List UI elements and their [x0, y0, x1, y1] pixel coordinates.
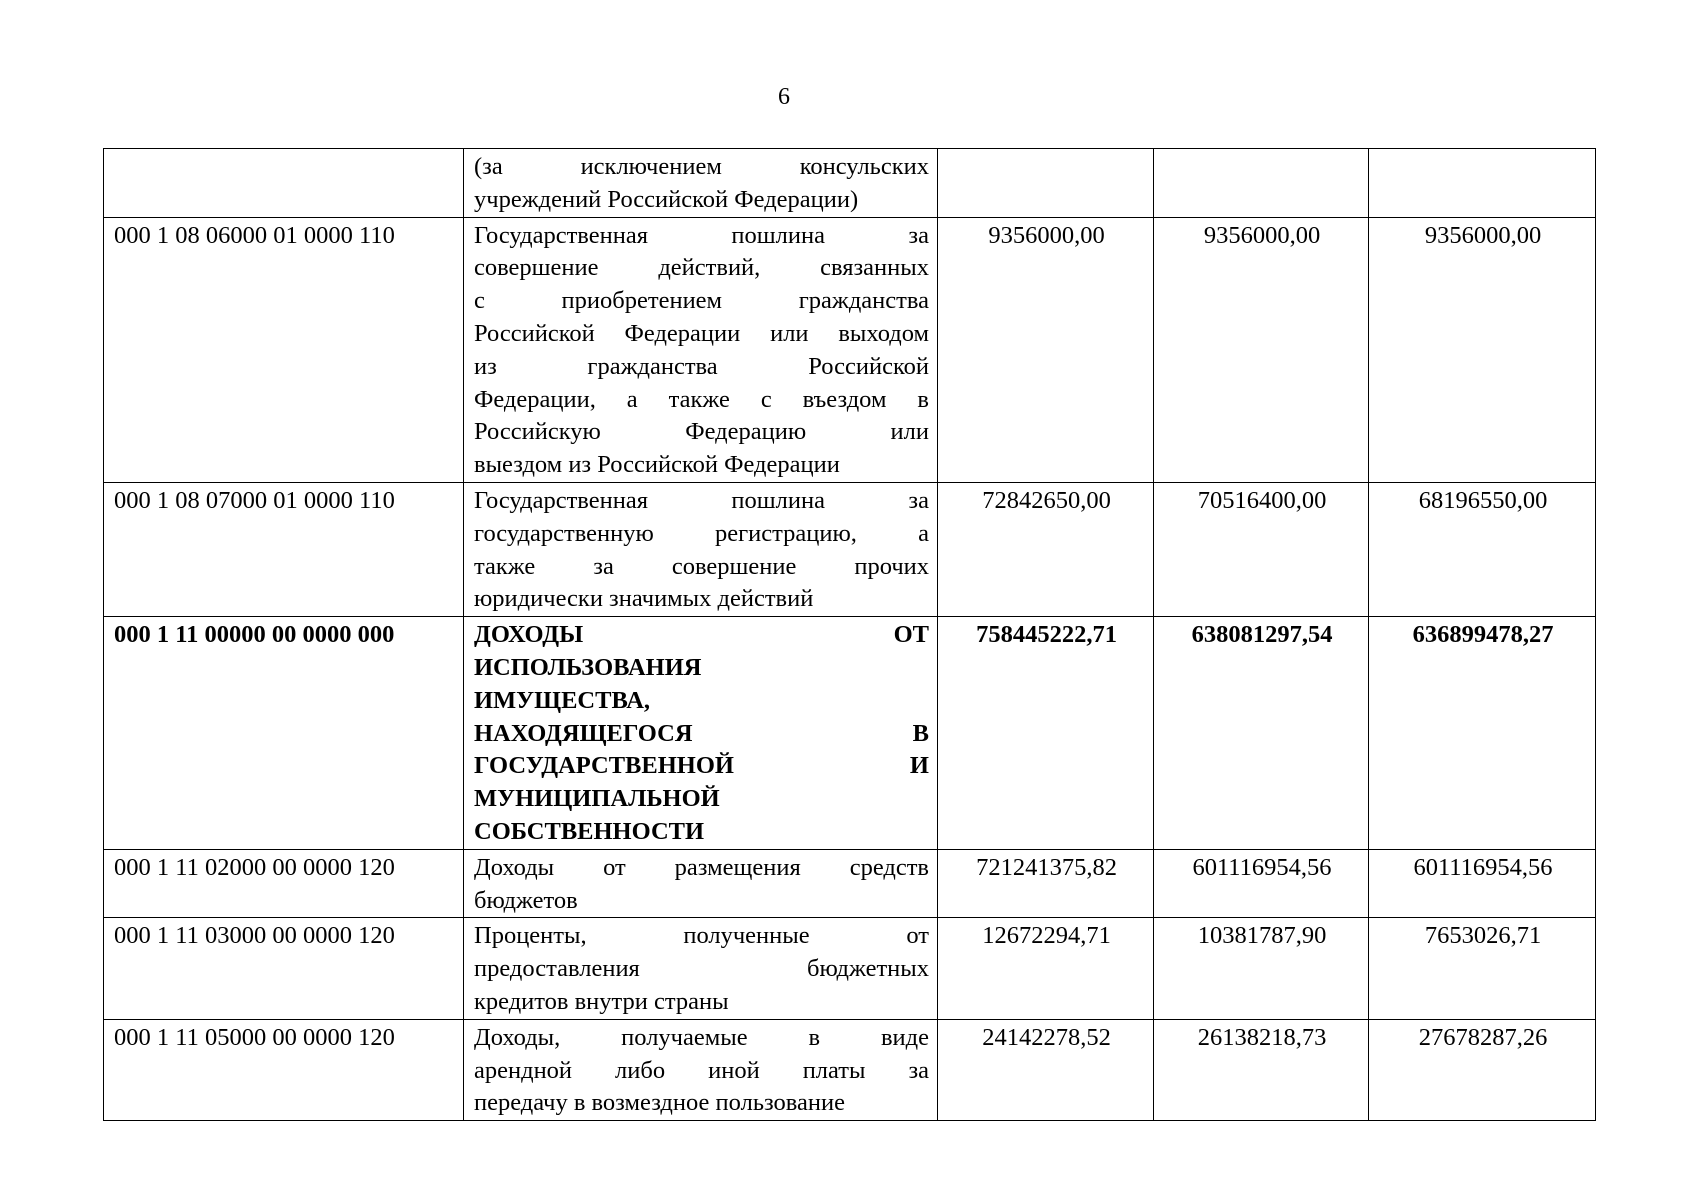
- budget-code-cell: 000 1 08 06000 01 0000 110: [104, 217, 464, 482]
- amount-year-3-cell: 636899478,27: [1369, 617, 1596, 850]
- name-line: передачу в возмездное пользование: [474, 1089, 845, 1117]
- name-line: с приобретением гражданства: [474, 287, 929, 315]
- budget-code-cell: 000 1 11 05000 00 0000 120: [104, 1019, 464, 1120]
- name-line: МУНИЦИПАЛЬНОЙ: [474, 785, 720, 813]
- budget-code-cell: [104, 149, 464, 218]
- name-line: кредитов внутри страны: [474, 987, 729, 1015]
- revenue-name-cell: [464, 1019, 938, 1120]
- name-line: Федерации, а также с въездом в: [474, 385, 929, 413]
- name-line: выездом из Российской Федерации: [474, 451, 840, 479]
- budget-code-cell: 000 1 08 07000 01 0000 110: [104, 482, 464, 616]
- table-row: [104, 482, 1596, 616]
- table-row: [104, 918, 1596, 1019]
- name-line: (за исключением консульских: [474, 153, 929, 180]
- amount-year-2-cell: [1154, 149, 1369, 218]
- name-line: Российской Федерации или выходом: [474, 319, 929, 347]
- name-line: юридически значимых действий: [474, 585, 814, 613]
- name-line: также за совершение прочих: [474, 552, 929, 580]
- name-line: ИСПОЛЬЗОВАНИЯ: [474, 653, 702, 681]
- table-row: [104, 149, 1596, 218]
- amount-year-1-cell: 72842650,00: [938, 482, 1154, 616]
- name-line: арендной либо иной платы за: [474, 1056, 929, 1084]
- amount-year-1-cell: 758445222,71: [938, 617, 1154, 850]
- amount-year-2-cell: 70516400,00: [1154, 482, 1369, 616]
- amount-year-1-cell: 9356000,00: [938, 217, 1154, 482]
- name-line: ИМУЩЕСТВА,: [474, 686, 651, 714]
- name-line: учреждений Российской Федерации): [474, 185, 859, 213]
- amount-year-3-cell: [1369, 149, 1596, 218]
- table-body: [104, 149, 1596, 1121]
- table-row: [104, 217, 1596, 482]
- amount-year-2-cell: 26138218,73: [1154, 1019, 1369, 1120]
- table-row: [104, 617, 1596, 850]
- budget-code-cell: 000 1 11 03000 00 0000 120: [104, 918, 464, 1019]
- revenue-name-cell: [464, 918, 938, 1019]
- revenue-name-cell: [464, 482, 938, 616]
- name-line: ГОСУДАРСТВЕННОЙ И: [474, 752, 929, 780]
- amount-year-3-cell: 7653026,71: [1369, 918, 1596, 1019]
- amount-year-3-cell: 9356000,00: [1369, 217, 1596, 482]
- name-line: из гражданства Российской: [474, 352, 929, 380]
- name-line: совершение действий, связанных: [474, 254, 929, 282]
- revenue-name-cell: [464, 217, 938, 482]
- name-line: Доходы от размещения средств: [474, 853, 929, 881]
- name-line: Проценты, полученные от: [474, 922, 929, 950]
- table-row: [104, 1019, 1596, 1120]
- amount-year-1-cell: [938, 149, 1154, 218]
- amount-year-1-cell: 12672294,71: [938, 918, 1154, 1019]
- amount-year-2-cell: 601116954,56: [1154, 849, 1369, 918]
- name-line: бюджетов: [474, 886, 578, 914]
- amount-year-2-cell: 10381787,90: [1154, 918, 1369, 1019]
- amount-year-3-cell: 601116954,56: [1369, 849, 1596, 918]
- amount-year-3-cell: 68196550,00: [1369, 482, 1596, 616]
- name-line: НАХОДЯЩЕГОСЯ В: [474, 719, 929, 747]
- name-line: Государственная пошлина за: [474, 221, 929, 249]
- amount-year-1-cell: 721241375,82: [938, 849, 1154, 918]
- amount-year-2-cell: 9356000,00: [1154, 217, 1369, 482]
- budget-revenue-table: [103, 148, 1596, 1121]
- budget-code-cell: 000 1 11 00000 00 0000 000: [104, 617, 464, 850]
- name-line: Государственная пошлина за: [474, 486, 929, 514]
- name-line: ДОХОДЫ ОТ: [474, 621, 929, 649]
- revenue-name-cell: [464, 849, 938, 918]
- name-line: предоставления бюджетных: [474, 955, 929, 983]
- amount-year-3-cell: 27678287,26: [1369, 1019, 1596, 1120]
- name-line: Доходы, получаемые в виде: [474, 1023, 929, 1051]
- amount-year-1-cell: 24142278,52: [938, 1019, 1154, 1120]
- name-line: Российскую Федерацию или: [474, 418, 929, 446]
- budget-code-cell: 000 1 11 02000 00 0000 120: [104, 849, 464, 918]
- page-number: 6: [778, 84, 790, 110]
- table-row: [104, 849, 1596, 918]
- name-line: государственную регистрацию, а: [474, 519, 929, 547]
- name-line: СОБСТВЕННОСТИ: [474, 817, 705, 845]
- revenue-name-cell: [464, 617, 938, 850]
- revenue-name-cell: [464, 149, 938, 218]
- amount-year-2-cell: 638081297,54: [1154, 617, 1369, 850]
